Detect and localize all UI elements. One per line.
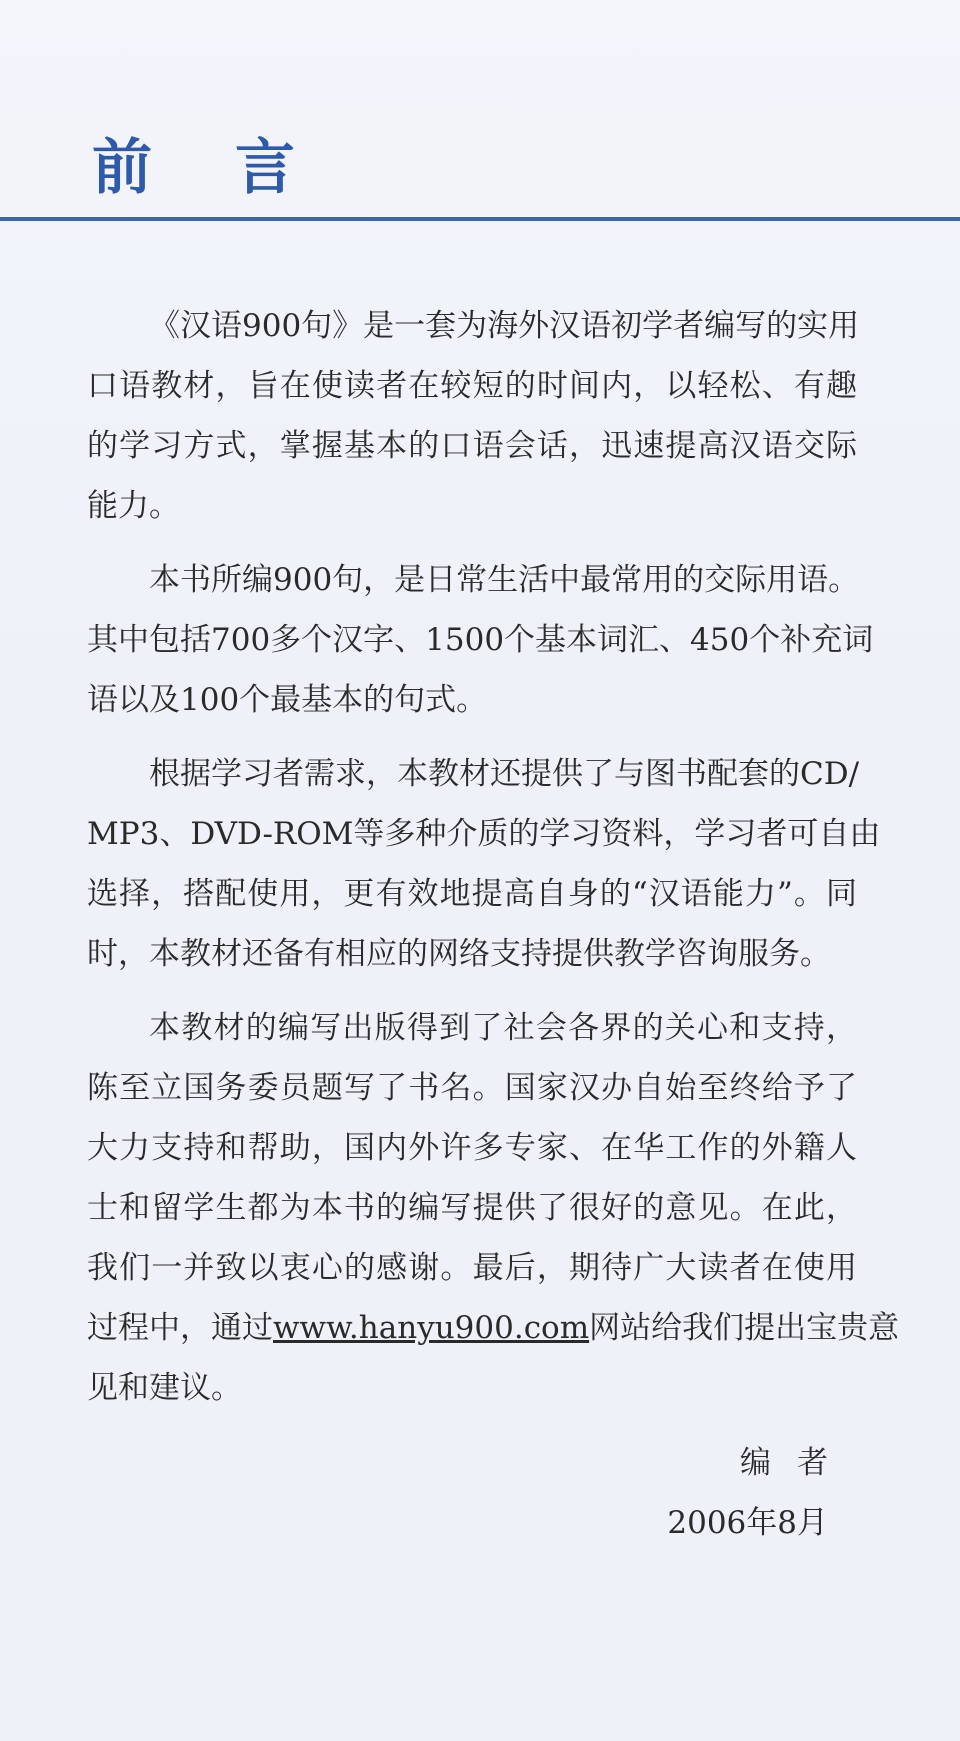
title-char-2: 言 <box>235 133 295 203</box>
paragraph-line: 时，本教材还备有相应的网络支持提供教学咨询服务。 <box>87 936 831 972</box>
preface-body <box>87 296 900 1418</box>
paragraph-line: 本书所编900句，是日常生活中最常用的交际用语。 <box>149 562 860 598</box>
paragraph-line: 见和建议。 <box>87 1370 242 1406</box>
paragraph-line: 选择，搭配使用，更有效地提高自身的“汉语能力”。同 <box>87 876 857 912</box>
paragraph-line: 我们一并致以衷心的感谢。最后，期待广大读者在使用 <box>87 1250 857 1286</box>
paragraph-line: 口语教材，旨在使读者在较短的时间内，以轻松、有趣 <box>87 368 857 404</box>
signature-block <box>667 1433 854 1553</box>
paragraph-line-with-link <box>87 1298 900 1358</box>
signature-author: 编者 <box>740 1445 854 1481</box>
paragraph-line: 士和留学生都为本书的编写提供了很好的意见。在此， <box>87 1190 857 1226</box>
link-suffix-text: 网站给我们提出宝贵意 <box>589 1310 900 1346</box>
paragraph-line: 其中包括700多个汉字、1500个基本词汇、450个补充词 <box>87 622 874 658</box>
link-prefix-text: 过程中，通过 <box>87 1310 273 1346</box>
website-link[interactable]: www.hanyu900.com <box>273 1310 590 1346</box>
paragraph-line: 根据学习者需求，本教材还提供了与图书配套的CD/ <box>149 756 860 792</box>
paragraph-line: 《汉语900句》是一套为海外汉语初学者编写的实用 <box>149 308 860 344</box>
paragraph-line: 大力支持和帮助，国内外许多专家、在华工作的外籍人 <box>87 1130 857 1166</box>
paragraph-line: 本教材的编写出版得到了社会各界的关心和支持， <box>149 1010 857 1046</box>
paragraph-line: MP3、DVD-ROM等多种介质的学习资料，学习者可自由 <box>87 816 881 852</box>
signature-date: 2006年8月 <box>667 1505 828 1541</box>
paragraph-2 <box>87 550 874 730</box>
title-divider <box>0 217 960 221</box>
paragraph-line: 语以及100个最基本的句式。 <box>87 682 488 718</box>
paragraph-1 <box>87 296 860 536</box>
paragraph-3 <box>87 744 881 984</box>
paragraph-line: 能力。 <box>87 488 180 524</box>
paragraph-line: 的学习方式，掌握基本的口语会话，迅速提高汉语交际 <box>87 428 857 464</box>
paragraph-4 <box>87 998 900 1418</box>
paragraph-line: 陈至立国务委员题写了书名。国家汉办自始至终给予了 <box>87 1070 857 1106</box>
title-char-1: 前 <box>92 133 152 203</box>
